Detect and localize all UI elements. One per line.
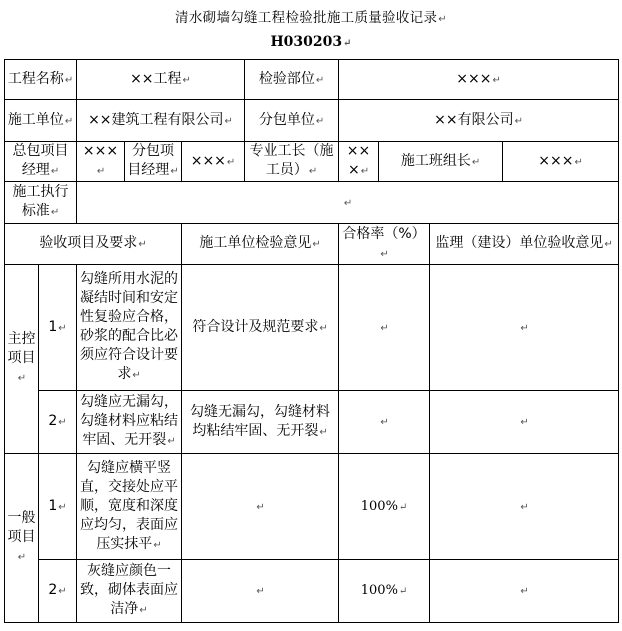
item-number: 2↵ <box>39 560 77 623</box>
table-row <box>5 391 619 454</box>
inspection-part-value: ×××↵ <box>339 60 619 100</box>
table-row <box>5 265 619 391</box>
item-supervision: ↵ <box>430 454 619 560</box>
subcontract-unit-label: 分包单位↵ <box>245 100 339 142</box>
item-number: 2↵ <box>39 391 77 454</box>
item-requirement: 勾缝所用水泥的凝结时间和安定性复验应合格，砂浆的配合比必须应符合设计要求↵ <box>77 265 182 391</box>
item-requirement: 灰缝应颜色一致，砌体表面应洁净↵ <box>77 560 182 623</box>
item-opinion: ↵ <box>182 454 339 560</box>
general-manager-label: 总包项目经理↵ <box>5 142 77 182</box>
item-number: 1↵ <box>39 265 77 391</box>
item-opinion: ↵ <box>182 560 339 623</box>
project-name-label: 工程名称↵ <box>5 60 77 100</box>
main-group-label: 主控项目↵ <box>5 265 39 454</box>
construction-unit-label: 施工单位↵ <box>5 100 77 142</box>
general-group-label: 一般项目↵ <box>5 454 39 623</box>
sub-manager-label: 分包项目经理↵ <box>125 142 182 182</box>
construction-unit-value: ××建筑工程有限公司↵ <box>77 100 245 142</box>
item-requirement: 勾缝应横平竖直，交接处应平顺，宽度和深度应均匀，表面应压实抹平↵ <box>77 454 182 560</box>
general-manager-value: ×××↵ <box>77 142 125 182</box>
item-supervision: ↵ <box>430 265 619 391</box>
form-title: 清水砌墙勾缝工程检验批施工质量验收记录↵ <box>175 10 447 26</box>
table-row <box>5 560 619 623</box>
header-opinion: 施工单位检验意见↵ <box>182 224 339 265</box>
item-number: 1↵ <box>39 454 77 560</box>
table-row <box>5 100 619 142</box>
header-pass-rate: 合格率（%）↵ <box>339 224 430 265</box>
acceptance-record-table <box>4 59 619 623</box>
foreman-value: ×××↵ <box>339 142 379 182</box>
team-leader-label: 施工班组长↵ <box>379 142 503 182</box>
header-items: 验收项目及要求↵ <box>5 224 182 265</box>
item-pass-rate: 100%↵ <box>339 560 430 623</box>
item-opinion: 勾缝无漏勾，勾缝材料均粘结牢固、无开裂↵ <box>182 391 339 454</box>
item-pass-rate: ↵ <box>339 391 430 454</box>
item-pass-rate: 100%↵ <box>339 454 430 560</box>
table-header-row <box>5 224 619 265</box>
subcontract-unit-value: ××有限公司↵ <box>339 100 619 142</box>
header-supervision: 监理（建设）单位验收意见↵ <box>430 224 619 265</box>
table-row <box>5 454 619 560</box>
foreman-label: 专业工长（施工员）↵ <box>245 142 339 182</box>
table-row <box>5 60 619 100</box>
project-name-value: ××工程↵ <box>77 60 245 100</box>
sub-manager-value: ×××↵ <box>182 142 245 182</box>
inspection-part-label: 检验部位↵ <box>245 60 339 100</box>
form-code: H030203↵ <box>270 34 352 50</box>
team-leader-value: ×××↵ <box>503 142 619 182</box>
item-supervision: ↵ <box>430 391 619 454</box>
item-pass-rate: ↵ <box>339 265 430 391</box>
table-row <box>5 182 619 224</box>
item-requirement: 勾缝应无漏勾，勾缝材料应粘结牢固、无开裂↵ <box>77 391 182 454</box>
item-supervision: ↵ <box>430 560 619 623</box>
standard-value: ↵ <box>77 182 619 224</box>
standard-label: 施工执行标准↵ <box>5 182 77 224</box>
item-opinion: 符合设计及规范要求↵ <box>182 265 339 391</box>
table-row <box>5 142 619 182</box>
